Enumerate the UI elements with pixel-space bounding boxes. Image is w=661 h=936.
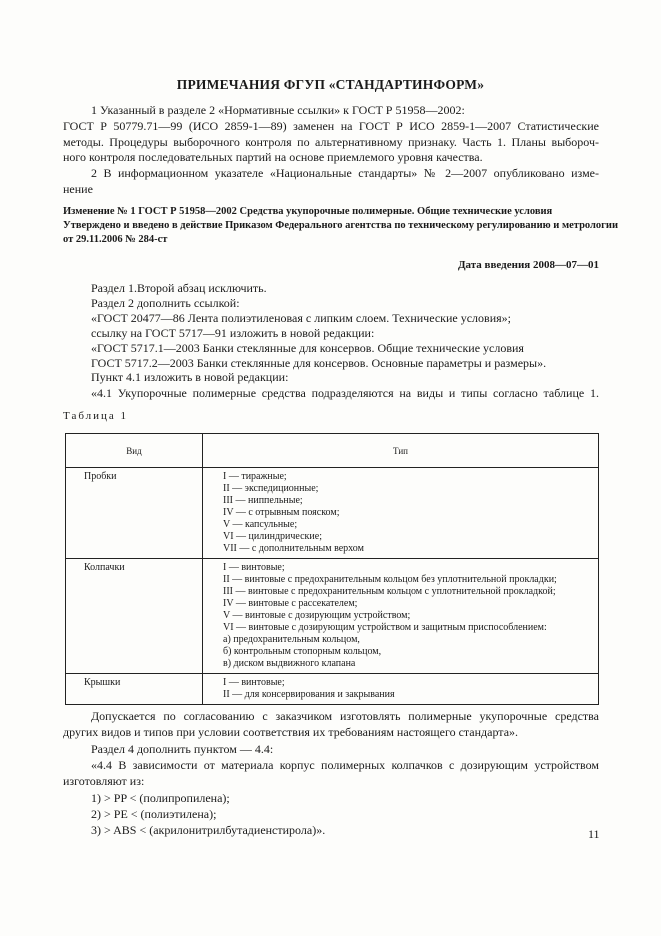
- notes-title: ПРИМЕЧАНИЯ ФГУП «СТАНДАРТИНФОРМ»: [176, 77, 485, 92]
- type-item: III — винтовые с предохранительным кольцом с уплотнительной прокладкой;: [223, 586, 556, 597]
- type-item: IV — с отрывным пояском;: [223, 507, 340, 518]
- note-1-line-4: ного контроля последовательных партий на основе приемлемого уровня качества.: [63, 150, 483, 164]
- type-item: II — винтовые с предохранительным кольцом без уплотнительной прокладки;: [223, 574, 557, 585]
- amendment-line: ГОСТ 5717.2—2003 Банки стеклянные для консервов. Основные параметры и размеры».: [91, 356, 547, 370]
- after-line: других видов и типов при условии соответствия их требованиям настоящего стандарта».: [63, 725, 519, 739]
- header-kind: Вид: [66, 434, 203, 468]
- after-line: 3) > ABS < (акрилонитрилбутадиенстирола)».: [91, 823, 326, 837]
- type-item: а) предохранительным кольцом,: [223, 634, 360, 645]
- type-item: II — для консервирования и закрывания: [223, 689, 395, 700]
- types-table: [65, 433, 599, 705]
- type-item: III — ниппельные;: [223, 495, 303, 506]
- amendment-line: ссылку на ГОСТ 5717—91 изложить в новой редакции:: [91, 326, 375, 340]
- amendment-header: Изменение № 1 ГОСТ Р 51958—2002 Средства укупорочные полимерные. Общие технические условия: [63, 206, 553, 217]
- effective-date: Дата введения 2008—07—01: [457, 259, 599, 271]
- amendment-line: Раздел 1.Второй абзац исключить.: [91, 281, 267, 295]
- after-line: 2) > PE < (полиэтилена);: [91, 807, 217, 821]
- row-types: [203, 468, 599, 559]
- table-caption: Таблица 1: [63, 410, 129, 422]
- after-line: 1) > PP < (полипропилена);: [91, 791, 230, 805]
- page-number: 11: [588, 827, 600, 841]
- row-types: [203, 559, 599, 674]
- type-item: VI — винтовые с дозирующим устройством и защитным приспособлением:: [223, 622, 547, 633]
- type-item: VII — с дополнительным верхом: [223, 543, 364, 554]
- note-1: 1 Указанный в разделе 2 «Нормативные ссылки» к ГОСТ Р 51958—2002:: [91, 103, 465, 117]
- type-item: I — тиражные;: [223, 471, 287, 482]
- amendment-line: Раздел 2 дополнить ссылкой:: [91, 296, 240, 310]
- note-1-line-2: ГОСТ Р 50779.71—99 (ИСО 2859-1—89) заменен на ГОСТ Р ИСО 2859-1—2007 Статистические: [63, 119, 599, 133]
- row-kind: Пробки: [66, 468, 203, 559]
- table-row: [66, 674, 599, 705]
- after-line: изготовляют из:: [63, 774, 145, 788]
- row-kind: Колпачки: [66, 559, 203, 674]
- row-kind: Крышки: [66, 674, 203, 705]
- amendment-order: от 29.11.2006 № 284-ст: [63, 234, 168, 245]
- type-item: I — винтовые;: [223, 562, 285, 573]
- row-types: [203, 674, 599, 705]
- amendment-line: Пункт 4.1 изложить в новой редакции:: [91, 370, 289, 384]
- type-item: V — капсульные;: [223, 519, 298, 530]
- note-2: 2 В информационном указателе «Национальные стандарты» № 2—2007 опубликовано изме-: [91, 166, 599, 180]
- type-item: V — винтовые с дозирующим устройством;: [223, 610, 411, 621]
- amendment-line: «ГОСТ 5717.1—2003 Банки стеклянные для консервов. Общие технические условия: [91, 341, 524, 355]
- note-2-line-2: нение: [63, 182, 93, 196]
- after-line: Раздел 4 дополнить пунктом — 4.4:: [91, 742, 274, 756]
- note-1-line-3: методы. Процедуры выборочного контроля по альтернативному признаку. Часть 1. Планы выбороч-: [63, 135, 599, 149]
- table-row: [66, 559, 599, 674]
- type-item: в) диском выдвижного клапана: [223, 658, 356, 669]
- header-type: Тип: [203, 434, 599, 468]
- type-item: IV — винтовые с рассекателем;: [223, 598, 358, 609]
- type-item: I — винтовые;: [223, 677, 285, 688]
- table-row: [66, 468, 599, 559]
- type-item: II — экспедиционные;: [223, 483, 319, 494]
- type-item: VI — цилиндрические;: [223, 531, 322, 542]
- after-line: «4.4 В зависимости от материала корпус полимерных колпачков с дозирующим устройством: [91, 758, 599, 772]
- after-line: Допускается по согласованию с заказчиком изготовлять полимерные укупорочные средства: [91, 709, 599, 723]
- amendment-line: «4.1 Укупорочные полимерные средства подразделяются на виды и типы согласно таблице 1.: [91, 386, 599, 400]
- amendment-line: «ГОСТ 20477—86 Лента полиэтиленовая с липким слоем. Технические условия»;: [91, 311, 511, 325]
- type-item: б) контрольным стопорным кольцом,: [223, 646, 382, 657]
- table-header-row: [66, 434, 599, 468]
- amendment-approval: Утверждено и введено в действие Приказом Федерального агентства по техническому регулированию и метрологии: [63, 220, 619, 231]
